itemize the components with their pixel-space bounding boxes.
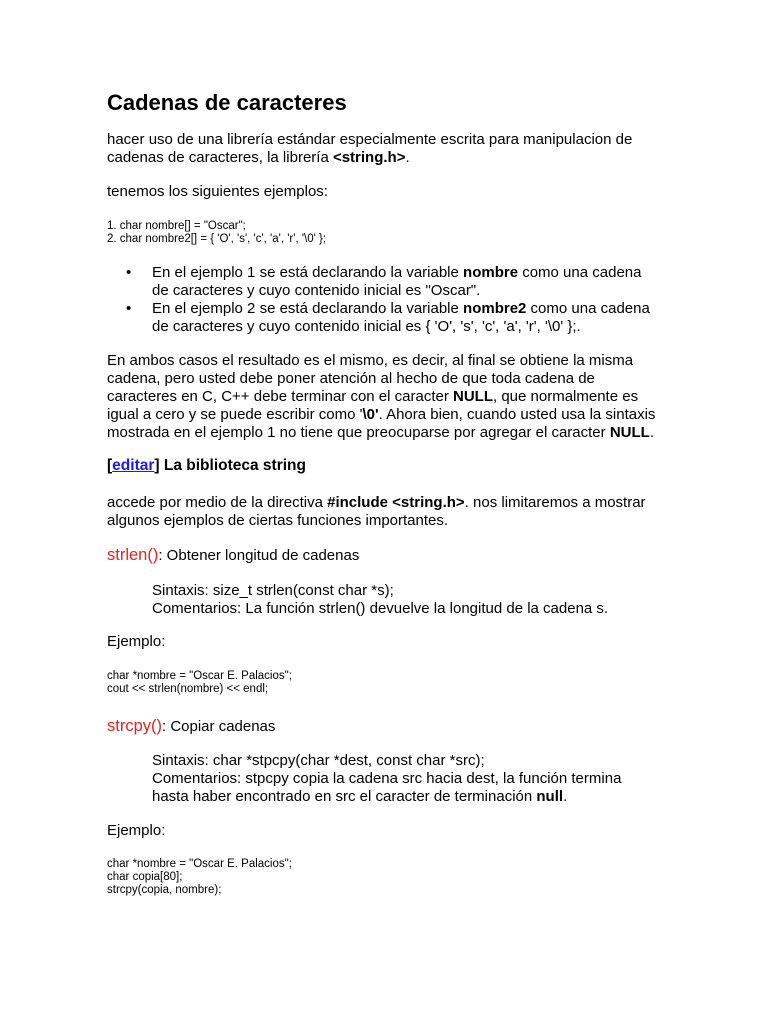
code-line: strcpy(copia, nombre); xyxy=(107,884,222,896)
section-intro-paragraph: accede por medio de la directiva #include <string.h>. nos limitaremos a mostrar algunos ejemplos de ciertas funciones importantes. xyxy=(107,494,646,529)
bullet-icon: • xyxy=(126,300,132,317)
explanation-paragraph: En ambos casos el resultado es el mismo, es decir, al final se obtiene la misma cadena, pero usted debe poner atención al hecho de que toda cadena de caracteres en C, C++ debe terminar con el caracter NULL, que normalmente es igual a cero y se puede escribir como '\0'. Ahora bien, cuando usted usa la sintaxis mostrada en el ejemplo 1 no tiene que preocuparse por agregar el caracter NULL. xyxy=(107,352,656,441)
intro-line: hacer uso de una librería estándar especialmente escrita para manipulacion de xyxy=(107,131,633,148)
code-line: 1. char nombre[] = "Oscar"; xyxy=(107,220,246,232)
code-line: cout << strlen(nombre) << endl; xyxy=(107,683,269,695)
bullet-icon: • xyxy=(126,264,132,281)
section-heading: [editar] La biblioteca string xyxy=(107,457,306,474)
edit-link[interactable]: editar xyxy=(112,457,155,474)
comment-line: hasta haber encontrado en src el caracter de terminación null. xyxy=(152,788,568,805)
code-block-strlen xyxy=(107,670,292,696)
examples-intro: tenemos los siguientes ejemplos: xyxy=(107,183,328,200)
section-title: La biblioteca string xyxy=(159,457,306,474)
code-line: char *nombre = "Oscar E. Palacios"; xyxy=(107,858,292,870)
code-block-declarations xyxy=(107,220,326,246)
function-name: strcpy() xyxy=(107,717,162,735)
function-heading-strlen: strlen(): Obtener longitud de cadenas xyxy=(107,546,360,564)
list-item: • En el ejemplo 1 se está declarando la variable nombre como una cadena de caracteres y cuyo contenido inicial es "Oscar". xyxy=(126,264,642,299)
example-label: Ejemplo: xyxy=(107,633,166,650)
function-details-strcpy xyxy=(152,752,621,806)
syntax-line: Sintaxis: size_t strlen(const char *s); xyxy=(152,582,394,599)
list-item: • En el ejemplo 2 se está declarando la variable nombre2 como una cadena de caracteres y cuyo contenido inicial es { 'O', 's', 'c', 'a', 'r', '\0' };. xyxy=(126,300,650,335)
code-line: 2. char nombre2[] = { 'O', 's', 'c', 'a', 'r', '\0' }; xyxy=(107,233,327,245)
page-title: Cadenas de caracteres xyxy=(107,90,347,115)
syntax-line: Sintaxis: char *stpcpy(char *dest, const char *src); xyxy=(152,752,485,769)
comment-line: Comentarios: stpcpy copia la cadena src hacia dest, la función termina xyxy=(152,770,622,787)
intro-line: cadenas de caracteres, la librería <string.h>. xyxy=(107,149,410,166)
code-block-strcpy xyxy=(107,858,292,897)
code-line: char *nombre = "Oscar E. Palacios"; xyxy=(107,670,292,682)
string-header-ref: <string.h> xyxy=(332,149,406,166)
function-heading-strcpy: strcpy(): Copiar cadenas xyxy=(107,717,276,735)
comment-line: Comentarios: La función strlen() devuelve la longitud de la cadena s. xyxy=(152,600,609,617)
include-directive: #include <string.h> xyxy=(327,494,465,511)
intro-paragraph xyxy=(107,131,632,167)
function-name: strlen() xyxy=(107,546,159,564)
code-line: char copia[80]; xyxy=(107,871,183,883)
example-label: Ejemplo: xyxy=(107,822,166,839)
function-details-strlen xyxy=(152,582,608,618)
bullet-list xyxy=(107,264,650,336)
